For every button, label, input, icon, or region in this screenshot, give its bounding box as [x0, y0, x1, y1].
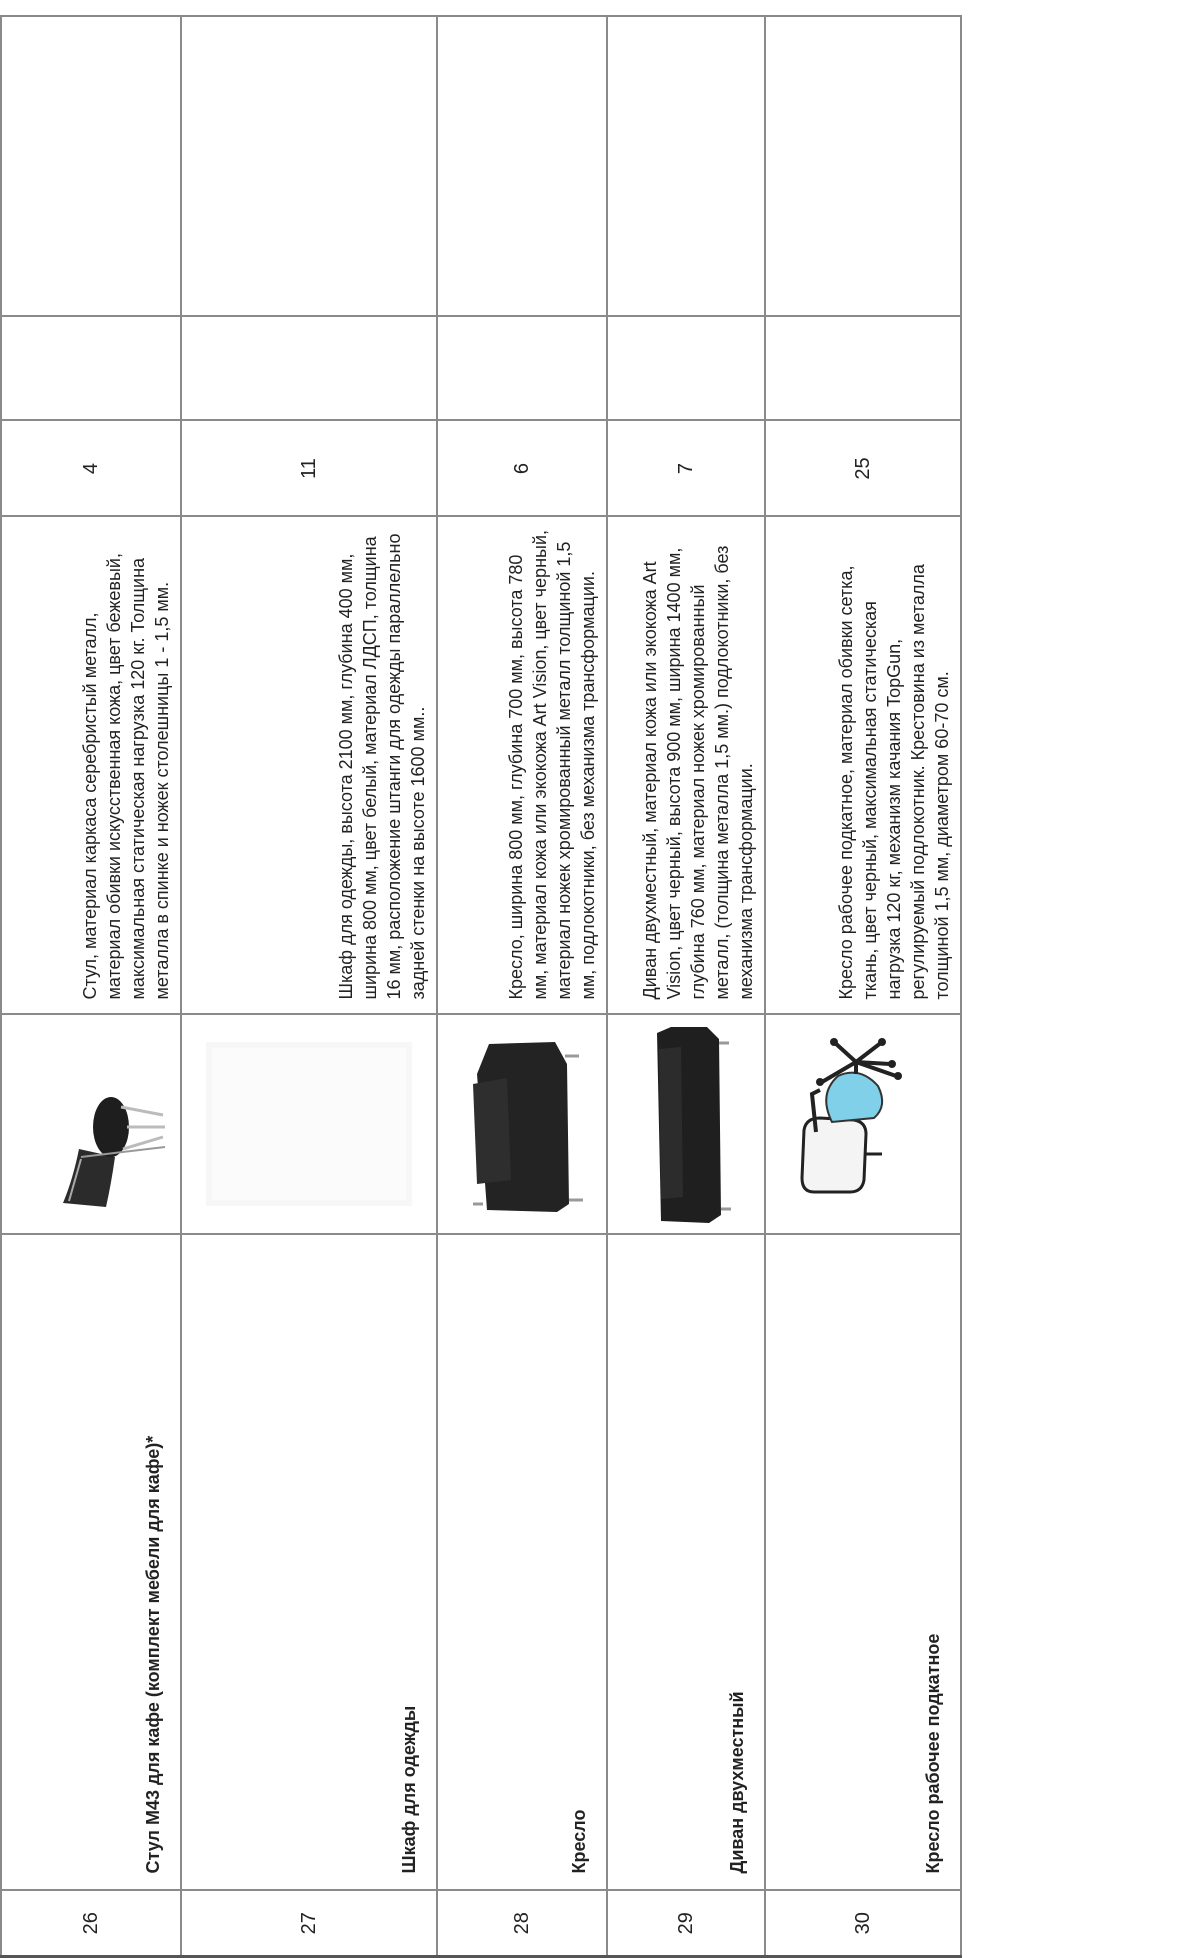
- item-image: [181, 1015, 437, 1235]
- item-name: Кресло рабочее подкатное: [765, 1235, 961, 1891]
- item-quantity: 4: [1, 421, 181, 517]
- item-quantity: 25: [765, 421, 961, 517]
- empty-cell: [607, 17, 765, 317]
- empty-cell: [765, 17, 961, 317]
- row-number: 26: [1, 1891, 181, 1957]
- table-row: [437, 17, 607, 1957]
- furniture-table: [0, 16, 962, 1958]
- empty-cell: [1, 17, 181, 317]
- row-number: 27: [181, 1891, 437, 1957]
- cafe-chair-icon: [11, 1030, 171, 1220]
- item-image: [1, 1015, 181, 1235]
- item-description: Диван двухместный, материал кожа или экокожа Art Vision, цвет черный, высота 900 мм, ширина 1400 мм, глубина 760 мм, материал ножек хромированный металл, (толщина металла 1,5 мм.) подлокотники, без механизма трансформации.: [607, 517, 765, 1015]
- item-quantity: 7: [607, 421, 765, 517]
- empty-cell: [437, 317, 607, 421]
- table-row: [607, 17, 765, 1957]
- empty-cell: [607, 317, 765, 421]
- armchair-icon: [447, 1025, 597, 1225]
- sofa-icon: [631, 1020, 741, 1230]
- item-name: Кресло: [437, 1235, 607, 1891]
- row-number: 30: [765, 1891, 961, 1957]
- empty-cell: [1, 317, 181, 421]
- table-row: [1, 17, 181, 1957]
- item-description: Кресло рабочее подкатное, материал обивки сетка, ткань, цвет черный, максимальная статическая нагрузка 120 кг, механизм качания TopGun, регулируемый подлокотник. Крестовина из металла толщиной 1,5 мм, диаметром 60-70 см.: [765, 517, 961, 1015]
- item-description: Кресло, ширина 800 мм, глубина 700 мм, высота 780 мм, материал кожа или экокожа Art Vision, цвет черный, материал ножек хромированный металл толщиной 1,5 мм, подлокотники, без механизма трансформации.: [437, 517, 607, 1015]
- item-name: Шкаф для одежды: [181, 1235, 437, 1891]
- item-image: [765, 1015, 961, 1235]
- item-image: [437, 1015, 607, 1235]
- item-description: Стул, материал каркаса серебристый металл, материал обивки искусственная кожа, цвет бежевый, максимальная статическая нагрузка 120 кг. Толщина металла в спинке и ножек столешницы 1 - 1,5 мм.: [1, 517, 181, 1015]
- table-row: [765, 17, 961, 1957]
- item-quantity: 6: [437, 421, 607, 517]
- empty-cell: [181, 317, 437, 421]
- item-quantity: 11: [181, 421, 437, 517]
- office-chair-icon: [778, 1035, 948, 1215]
- empty-cell: [437, 17, 607, 317]
- empty-cell: [181, 17, 437, 317]
- row-number: 29: [607, 1891, 765, 1957]
- empty-cell: [765, 317, 961, 421]
- table-row: [181, 17, 437, 1957]
- wardrobe-icon: [194, 1025, 424, 1225]
- item-name: Диван двухместный: [607, 1235, 765, 1891]
- item-image: [607, 1015, 765, 1235]
- row-number: 28: [437, 1891, 607, 1957]
- item-name: Стул M43 для кафе (комплект мебели для кафе)*: [1, 1235, 181, 1891]
- item-description: Шкаф для одежды, высота 2100 мм, глубина 400 мм, ширина 800 мм, цвет белый, материал ЛДСП, толщина 16 мм, расположение штанги для одежды параллельно задней стенки на высоте 1600 мм..: [181, 517, 437, 1015]
